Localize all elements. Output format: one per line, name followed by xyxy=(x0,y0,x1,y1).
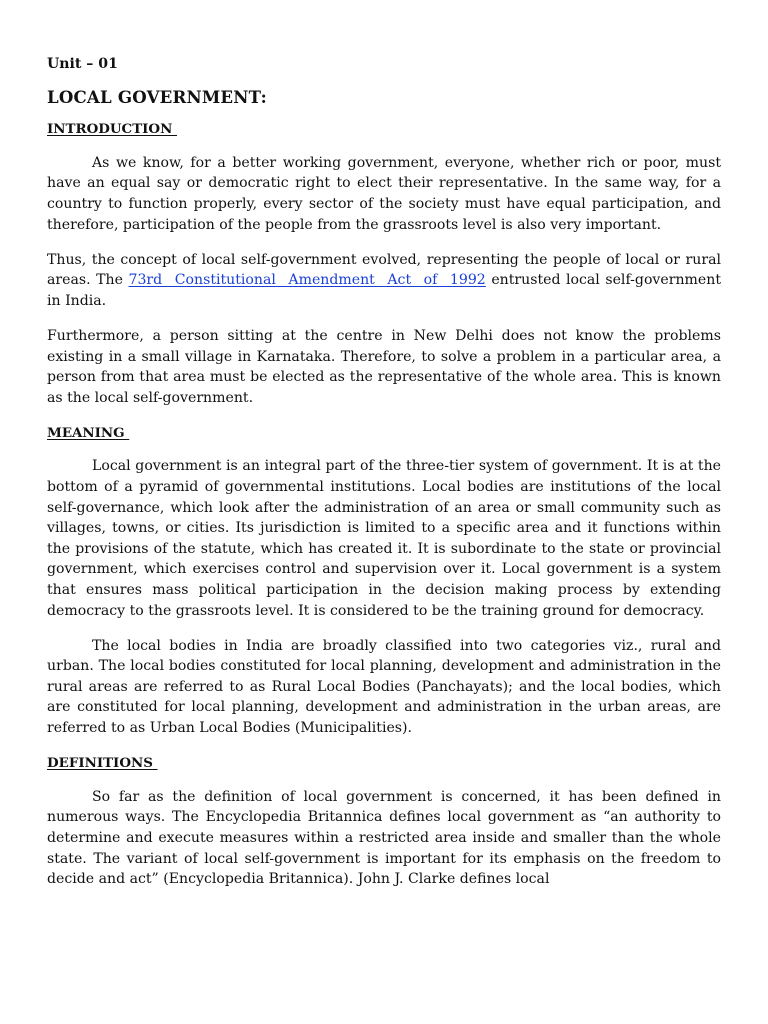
unit-label: Unit – 01 xyxy=(47,56,118,72)
document-page xyxy=(47,54,721,890)
page-title: LOCAL GOVERNMENT: xyxy=(47,86,267,107)
introduction-paragraph-3: Furthermore, a person sitting at the centre in New Delhi does not know the problems existing in a small village in Karnataka. Therefore, to solve a problem in a particular area, a person from that area must be elected as the representative of the whole area. This is known as the local self-government. xyxy=(47,327,721,406)
introduction-paragraph-2-start: Thus, the concept of local self-government evolved, representing the people of local or rural areas. The xyxy=(47,251,721,289)
section-heading-meaning: MEANING xyxy=(47,424,130,441)
definitions-paragraph-1: So far as the definition of local government is concerned, it has been defined in numerous ways. The Encyclopedia Britannica defines local government as “an authority to determine and execute measures within a restricted area inside and smaller than the whole state. The variant of local self-government is important for its emphasis on the freedom to decide and act” (Encyclopedia Britannica). John J. Clarke defines local xyxy=(47,788,721,888)
introduction-paragraph-1: As we know, for a better working government, everyone, whether rich or poor, must have an equal say or democratic right to elect their representative. In the same way, for a country to function properly, every sector of the society must have equal participation, and therefore, participation of the people from the grassroots level is also very important. xyxy=(47,154,721,233)
section-heading-definitions: DEFINITIONS xyxy=(47,755,158,772)
meaning-paragraph-1: Local government is an integral part of the three-tier system of government. It is at the bottom of a pyramid of governmental institutions. Local bodies are institutions of the local self-governance, which look after the administration of an area or small community such as villages, towns, or cities. Its jurisdiction is limited to a specific area and it functions within the provisions of the statute, which has created it. It is subordinate to the state or provincial government, which exercises control and supervision over it. Local government is a system that ensures mass political participation in the decision making process by extending democracy to the grassroots level. It is considered to be the training ground for democracy. xyxy=(47,458,721,619)
meaning-paragraph-2: The local bodies in India are broadly classified into two categories viz., rural and urban. The local bodies constituted for local planning, development and administration in the rural areas are referred to as Rural Local Bodies (Panchayats); and the local bodies, which are constituted for local planning, development and administration in the urban areas, are referred to as Urban Local Bodies (Municipalities). xyxy=(47,637,721,737)
amendment-act-link[interactable]: 73rd Constitutional Amendment Act of 1992 xyxy=(128,272,486,289)
introduction-paragraph-2 xyxy=(47,250,721,312)
introduction-paragraph-2-end: entrusted local self-government in India. xyxy=(47,272,721,309)
section-heading-introduction: INTRODUCTION xyxy=(47,121,178,138)
